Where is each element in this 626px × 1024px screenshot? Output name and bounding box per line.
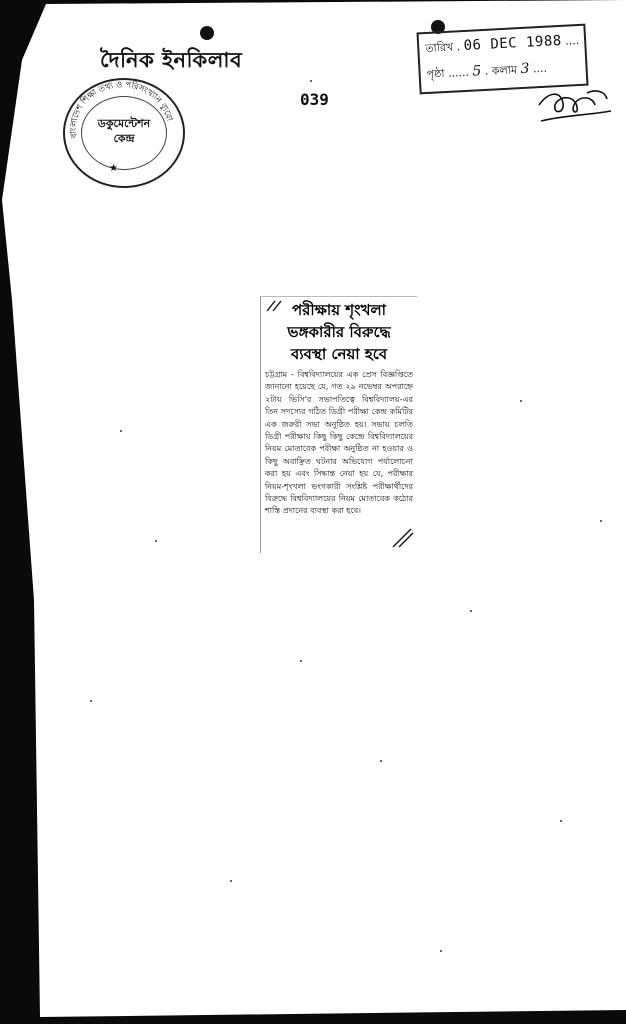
clipping-end-mark-icon xyxy=(389,527,415,549)
date-stamp xyxy=(416,24,588,95)
documentation-seal xyxy=(63,78,185,188)
scan-speck xyxy=(560,820,562,822)
stamp-date-row: তারিখ . 06 DEC 1988 .... xyxy=(425,32,580,56)
seal-star-icon: ★ xyxy=(109,163,118,174)
stamp-column-label: কলাম xyxy=(491,63,518,78)
stamp-column-value: 3 xyxy=(520,60,530,78)
stamp-page-row: পৃষ্ঠা ...... 5 . কলাম 3 .... xyxy=(426,60,548,81)
stamp-date-value: 06 DEC 1988 xyxy=(463,32,563,55)
handwritten-signature xyxy=(535,85,615,130)
scan-speck xyxy=(440,950,442,952)
scan-speck xyxy=(470,610,472,612)
scan-speck xyxy=(120,430,122,432)
seal-line-center: কেন্দ্র xyxy=(113,132,135,145)
clipping-mark-icon xyxy=(265,299,285,313)
clipping-body: চট্টগ্রাম - বিশ্ববিদ্যালয়ের এক প্রেস বিজ্ঞপ্তিতে জানানো হয়েছে যে, গত ২৯ নভেম্বর অপরাহ্নে ২টায় ভিসি'র সভাপতিত্বে বিশ্ববিদ্যালয়-এর তিন সদস্যের গঠিত ডিগ্রী পরীক্ষা কেন্দ্র কমিটির এক জরুরী সভা অনুষ্ঠিত হয়। সভায় চলতি ডিগ্রী পরীক্ষায় কিছু কিছু কেন্দ্রে বিশ্ববিদ্যালয়ের নিয়ম মোতাবেক পরীক্ষা অনুষ্ঠিত না হওয়ার ও কিছু অবাঞ্ছিত ঘটনার অভিযোগ পর্যালোচনা করা হয় এবং সিদ্ধান্ত নেয়া হয় যে, পরীক্ষার নিয়ম-শৃংখলা ভংগকারী সংশ্লিষ্ট পরীক্ষার্থীদের বিরুদ্ধে বিশ্ববিদ্যালয়ের নিয়ম মোতাবেক কঠোর শাস্তি প্রদানের ব্যবস্থা করা হবে। xyxy=(265,370,413,516)
svg-text:বাংলাদেশ শিক্ষা তথ্য ও পরিসংখ্: বাংলাদেশ শিক্ষা তথ্য ও পরিসংখ্যান ব্যুরো xyxy=(68,80,175,139)
stamp-date-label: তারিখ xyxy=(425,40,454,56)
newspaper-masthead: দৈনিক ইনকিলাব xyxy=(100,48,243,72)
headline-line-1: পরীক্ষায় শৃংখলা xyxy=(292,301,386,319)
scan-speck xyxy=(230,880,232,882)
scan-speck xyxy=(90,700,92,702)
scan-speck xyxy=(155,540,157,542)
scan-speck xyxy=(600,520,602,522)
seal-center-text xyxy=(65,116,183,146)
punch-hole-icon xyxy=(200,26,214,40)
newspaper-clipping xyxy=(260,296,417,553)
scan-speck xyxy=(300,660,302,662)
scan-speck xyxy=(310,80,312,82)
scan-speck xyxy=(520,400,522,402)
stamp-page-label: পৃষ্ঠা xyxy=(426,67,445,81)
stamp-page-value: 5 xyxy=(472,63,482,80)
headline-line-3: ব্যবস্থা নেয়া হবে xyxy=(290,345,388,363)
scan-speck xyxy=(380,760,382,762)
seal-line-documentation: ডকুমেন্টেশন xyxy=(97,117,151,130)
headline-line-2: ভঙ্গকারীর বিরুদ্ধে xyxy=(287,323,391,341)
archive-page-number: 039 xyxy=(300,90,329,109)
